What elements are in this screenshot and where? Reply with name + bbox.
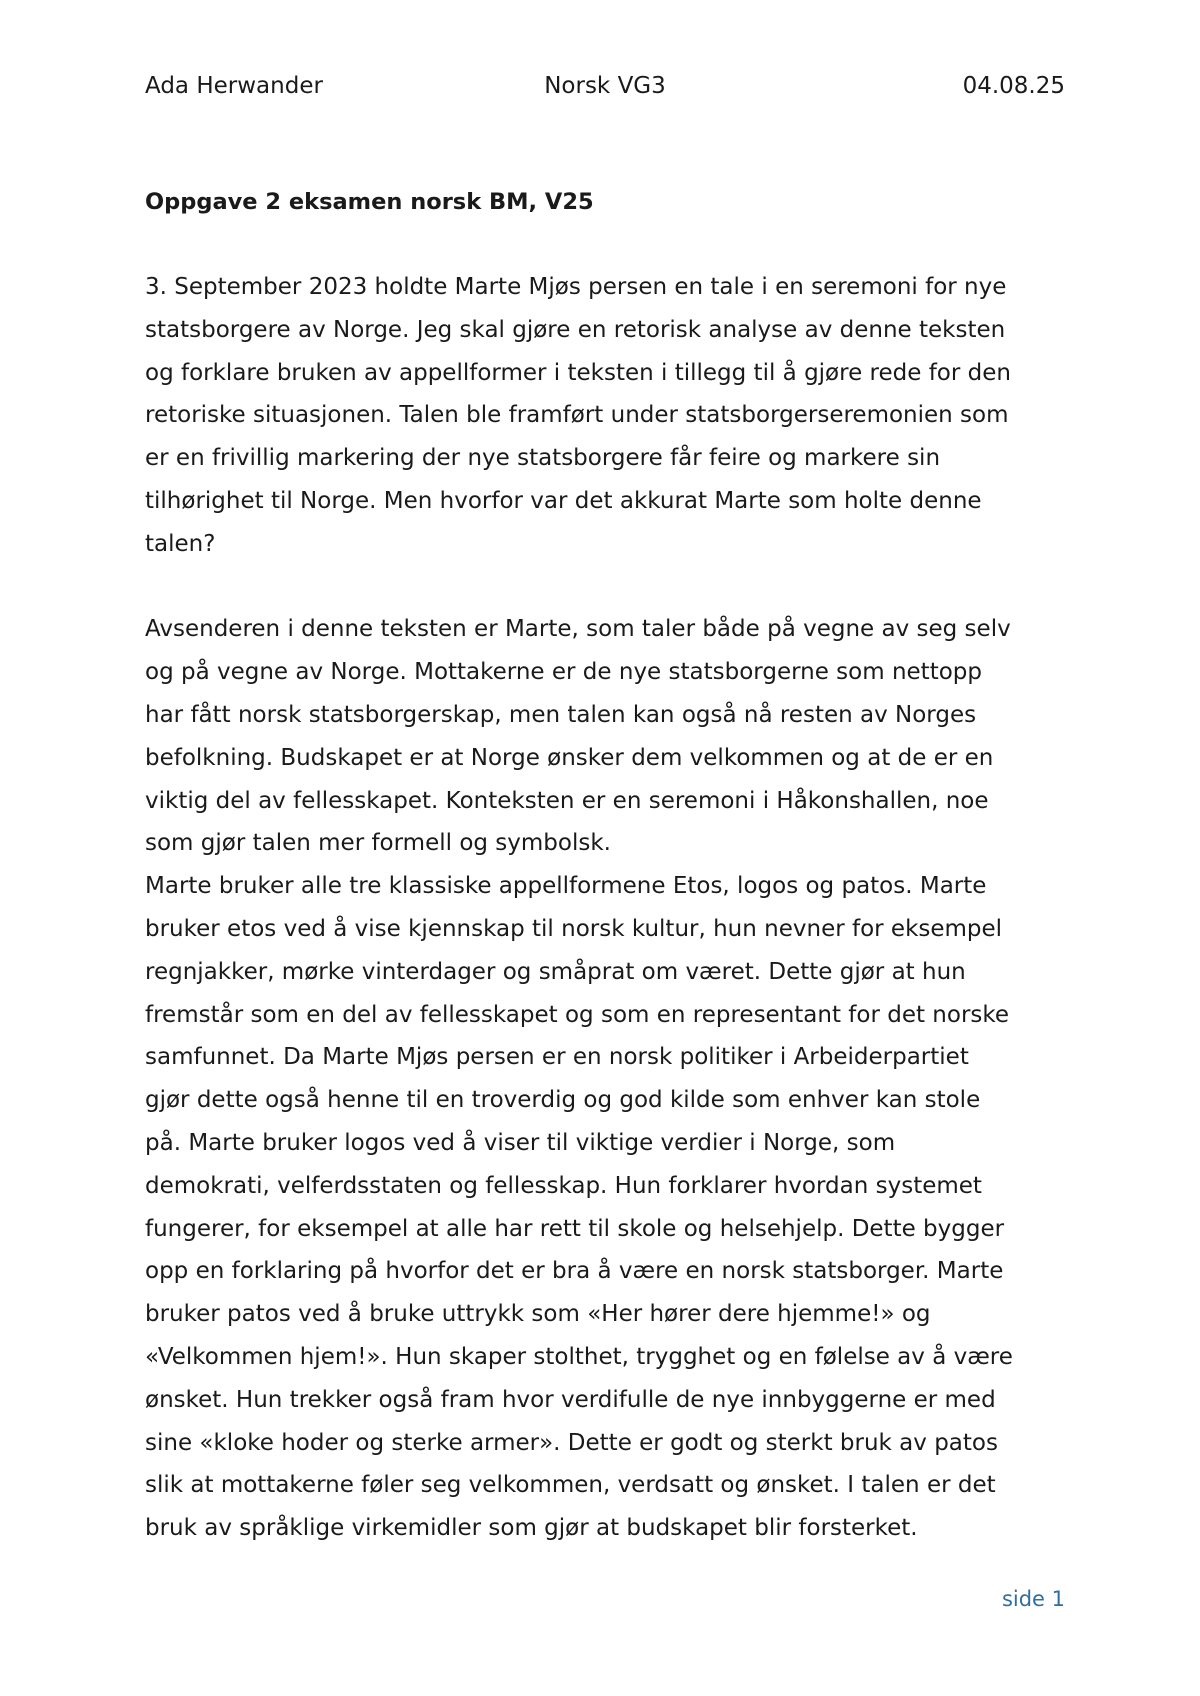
course-name: Norsk VG3 — [544, 73, 666, 99]
paragraph-spacer — [145, 566, 1075, 609]
paragraph-situation: Avsenderen i denne teksten er Marte, som taler både på vegne av seg selv og på vegne av Norge. Mottakerne er de nye statsborgerne som nettopp har fått norsk statsborgerskap, men talen kan også nå resten av Norges befolkning. Budskapet er at Norge ønsker dem velkommen og at de er en viktig del av fellesskapet. Konteksten er en seremoni i Håkonshallen, noe som gjør talen mer formell og symbolsk. — [145, 616, 1011, 857]
document-title: Oppgave 2 eksamen norsk BM, V25 — [145, 189, 594, 215]
page-header — [145, 70, 1065, 102]
paragraph-intro: 3. September 2023 holdte Marte Mjøs persen en tale i en seremoni for nye statsborgere av Norge. Jeg skal gjøre en retorisk analyse av denne teksten og forklare bruken av appellformer i teksten i tillegg til å gjøre rede for den retoriske situasjonen. Talen ble framført under statsborgerseremonien som er en frivillig markering der nye statsborgere får feire og markere sin tilhørighet til Norge. Men hvorfor var det akkurat Marte som holte denne talen? — [145, 274, 1011, 557]
document-body — [145, 266, 1075, 1550]
page-number: side 1 — [1001, 1587, 1065, 1611]
paragraph-appeals: Marte bruker alle tre klassiske appellformene Etos, logos og patos. Marte bruker etos ved å vise kjennskap til norsk kultur, hun nevner for eksempel regnjakker, mørke vinterdager og småprat om været. Dette gjør at hun fremstår som en del av fellesskapet og som en representant for det norske samfunnet. Da Marte Mjøs persen er en norsk politiker i Arbeiderpartiet gjør dette også henne til en troverdig og god kilde som enhver kan stole på. Marte bruker logos ved å viser til viktige verdier i Norge, som demokrati, velferdsstaten og fellesskap. Hun forklarer hvordan systemet fungerer, for eksempel at alle har rett til skole og helsehjelp. Dette bygger opp en forklaring på hvorfor det er bra å være en norsk statsborger. Marte bruker patos ved å bruke uttrykk som «Her hører dere hjemme!» og «Velkommen hjem!». Hun skaper stolthet, trygghet og en følelse av å være ønsket. Hun trekker også fram hvor verdifulle de nye innbyggerne er med sine «kloke hoder og sterke armer». Dette er godt og sterkt bruk av patos slik at mottakerne føler seg velkommen, verdsatt og ønsket. I talen er det bruk av språklige virkemidler som gjør at budskapet blir forsterket. — [145, 873, 1013, 1542]
author-name: Ada Herwander — [145, 73, 323, 99]
document-date: 04.08.25 — [962, 73, 1065, 99]
